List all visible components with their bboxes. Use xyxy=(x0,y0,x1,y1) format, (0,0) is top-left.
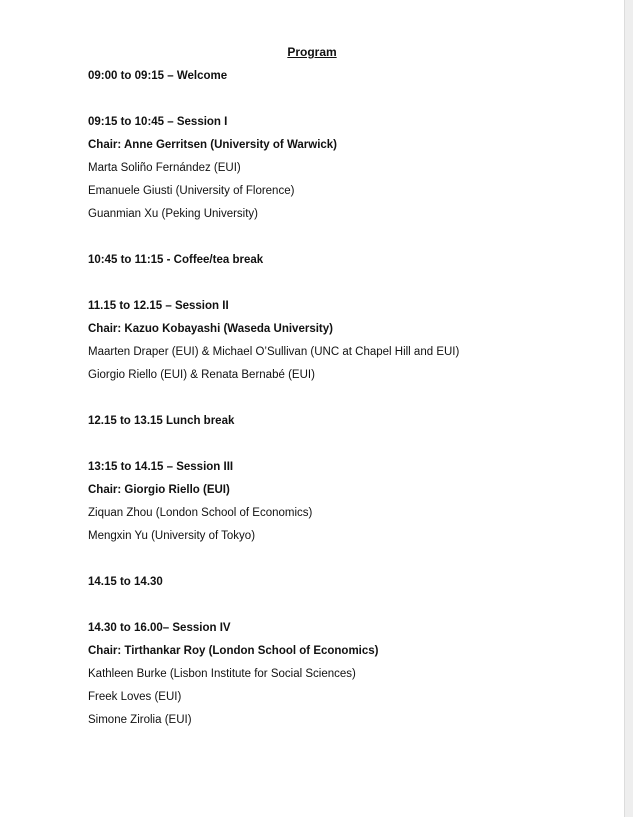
page-edge-gutter xyxy=(624,0,633,817)
block-heading: 11.15 to 12.15 – Session II xyxy=(88,300,229,312)
program-block-session-1 xyxy=(88,115,608,230)
program-block-lunch-break xyxy=(88,414,608,437)
program-block-session-2 xyxy=(88,299,608,391)
speaker-line: Guanmian Xu (Peking University) xyxy=(88,208,259,220)
speaker-line: Ziquan Zhou (London School of Economics) xyxy=(88,507,313,519)
speaker-line: Mengxin Yu (University of Tokyo) xyxy=(88,530,256,542)
speaker-line: Marta Soliño Fernández (EUI) xyxy=(88,162,241,174)
session-chair: Chair: Giorgio Riello (EUI) xyxy=(88,484,230,496)
block-heading: 14.15 to 14.30 xyxy=(88,576,163,588)
speaker-line: Kathleen Burke (Lisbon Institute for Social Sciences) xyxy=(88,668,356,680)
session-chair: Chair: Anne Gerritsen (University of Warwick) xyxy=(88,139,338,151)
speaker-line: Emanuele Giusti (University of Florence) xyxy=(88,185,295,197)
program-block-welcome xyxy=(88,69,608,92)
program-block-interval xyxy=(88,575,608,598)
block-heading: 09:00 to 09:15 – Welcome xyxy=(88,70,228,82)
program-content xyxy=(88,69,608,759)
session-chair: Chair: Tirthankar Roy (London School of Economics) xyxy=(88,645,379,657)
speaker-line: Simone Zirolia (EUI) xyxy=(88,714,192,726)
speaker-line: Giorgio Riello (EUI) & Renata Bernabé (EUI) xyxy=(88,369,315,381)
program-block-session-4 xyxy=(88,621,608,736)
block-heading: 13:15 to 14.15 – Session III xyxy=(88,461,234,473)
speaker-line: Freek Loves (EUI) xyxy=(88,691,182,703)
speaker-line: Maarten Draper (EUI) & Michael O’Sullivan (UNC at Chapel Hill and EUI) xyxy=(88,346,460,358)
session-chair: Chair: Kazuo Kobayashi (Waseda University) xyxy=(88,323,333,335)
block-heading: 14.30 to 16.00– Session IV xyxy=(88,622,231,634)
block-heading: 12.15 to 13.15 Lunch break xyxy=(88,415,235,427)
block-heading: 09:15 to 10:45 – Session I xyxy=(88,116,228,128)
block-heading: 10:45 to 11:15 - Coffee/tea break xyxy=(88,254,264,266)
program-title: Program xyxy=(287,45,337,59)
program-block-session-3 xyxy=(88,460,608,552)
program-block-coffee-break xyxy=(88,253,608,276)
